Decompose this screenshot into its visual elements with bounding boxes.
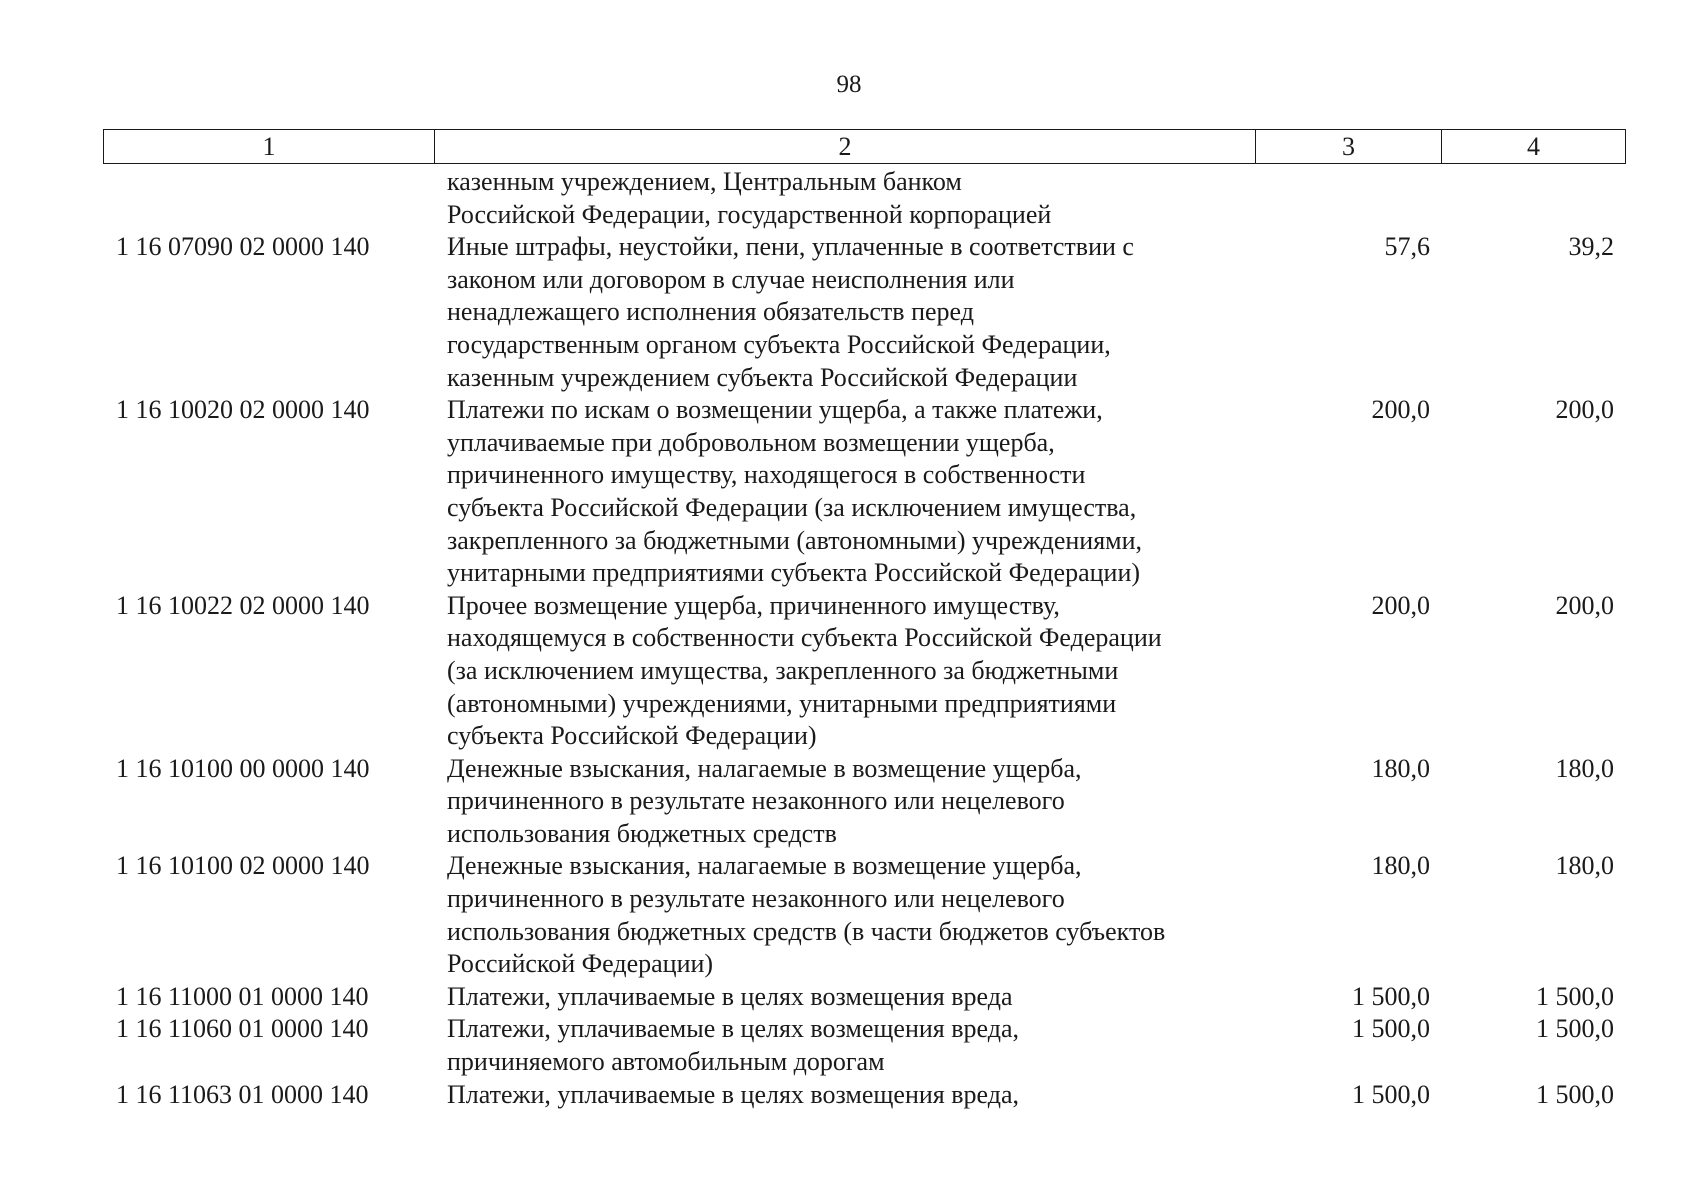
description-line: Прочее возмещение ущерба, причиненного имуществу, bbox=[447, 590, 1060, 620]
amount-col4-cell: 39,2 bbox=[1568, 232, 1614, 262]
description-cell bbox=[434, 166, 1255, 231]
description-line: Иные штрафы, неустойки, пени, уплаченные в соответствии с bbox=[447, 232, 1134, 262]
description-line: (за исключением имущества, закрепленного за бюджетными bbox=[447, 655, 1119, 685]
budget-code-cell bbox=[103, 166, 434, 231]
description-line: государственным органом субъекта Российской Федерации, bbox=[447, 329, 1111, 359]
description-line: причиненного в результате незаконного или нецелевого bbox=[447, 786, 1065, 816]
description-line: унитарными предприятиями субъекта Российской Федерации) bbox=[447, 558, 1141, 588]
amount-col4-cell: 1 500,0 bbox=[1536, 1079, 1614, 1109]
description-line: субъекта Российской Федерации) bbox=[447, 721, 817, 751]
amount-col4-cell: 180,0 bbox=[1555, 851, 1614, 881]
description-cell bbox=[434, 394, 1255, 590]
description-line: казенным учреждением субъекта Российской Федерации bbox=[447, 362, 1078, 392]
amount-col3-cell: 1 500,0 bbox=[1352, 1014, 1430, 1044]
budget-code-cell: 1 16 10020 02 0000 140 bbox=[116, 395, 370, 425]
column-header-row bbox=[104, 130, 1626, 164]
description-line: уплачиваемые при добровольном возмещении ущерба, bbox=[447, 427, 1055, 457]
description-line: ненадлежащего исполнения обязательств перед bbox=[447, 297, 974, 327]
description-cell bbox=[434, 981, 1255, 1014]
table-body bbox=[103, 166, 1625, 1111]
budget-code-cell: 1 16 07090 02 0000 140 bbox=[116, 232, 370, 262]
budget-code-cell: 1 16 10100 02 0000 140 bbox=[116, 851, 370, 881]
description-line: Российской Федерации) bbox=[447, 949, 714, 979]
table-row bbox=[103, 981, 1625, 1014]
column-header-1: 1 bbox=[104, 130, 435, 164]
amount-col4-cell bbox=[1441, 166, 1625, 231]
description-cell bbox=[434, 850, 1255, 980]
budget-code-cell: 1 16 11060 01 0000 140 bbox=[116, 1014, 369, 1044]
description-line: причиненного в результате незаконного или нецелевого bbox=[447, 884, 1065, 914]
amount-col3-cell: 180,0 bbox=[1371, 753, 1430, 783]
description-cell bbox=[434, 1079, 1255, 1112]
description-line: Платежи, уплачиваемые в целях возмещения вреда, bbox=[447, 1014, 1019, 1044]
description-cell bbox=[434, 753, 1255, 851]
budget-code-cell: 1 16 10100 00 0000 140 bbox=[116, 753, 370, 783]
description-line: Российской Федерации, государственной корпорацией bbox=[447, 199, 1052, 229]
table-row bbox=[103, 166, 1625, 231]
description-line: причиненного имуществу, находящегося в собственности bbox=[447, 460, 1086, 490]
description-line: Денежные взыскания, налагаемые в возмещение ущерба, bbox=[447, 753, 1082, 783]
description-line: Денежные взыскания, налагаемые в возмещение ущерба, bbox=[447, 851, 1082, 881]
description-cell bbox=[434, 1013, 1255, 1078]
description-line: использования бюджетных средств (в части бюджетов субъектов bbox=[447, 916, 1166, 946]
amount-col4-cell: 1 500,0 bbox=[1536, 1014, 1614, 1044]
page-number: 98 bbox=[836, 71, 862, 98]
description-cell bbox=[434, 590, 1255, 753]
amount-col4-cell: 200,0 bbox=[1555, 395, 1614, 425]
amount-col3-cell: 1 500,0 bbox=[1352, 981, 1430, 1011]
description-cell bbox=[434, 231, 1255, 394]
column-header-3: 3 bbox=[1256, 130, 1442, 164]
description-line: закрепленного за бюджетными (автономными) учреждениями, bbox=[447, 525, 1143, 555]
description-line: казенным учреждением, Центральным банком bbox=[447, 167, 962, 196]
description-line: Платежи, уплачиваемые в целях возмещения вреда bbox=[447, 981, 1013, 1011]
description-line: Платежи, уплачиваемые в целях возмещения вреда, bbox=[447, 1079, 1019, 1109]
description-line: использования бюджетных средств bbox=[447, 818, 837, 848]
description-line: (автономными) учреждениями, унитарными предприятиями bbox=[447, 688, 1117, 718]
budget-code-cell: 1 16 10022 02 0000 140 bbox=[116, 590, 370, 620]
table-row bbox=[103, 590, 1625, 753]
table-row bbox=[103, 1013, 1625, 1078]
amount-col4-cell: 1 500,0 bbox=[1536, 981, 1614, 1011]
table-row bbox=[103, 850, 1625, 980]
table-row bbox=[103, 394, 1625, 590]
column-header-4: 4 bbox=[1442, 130, 1626, 164]
budget-code-cell: 1 16 11063 01 0000 140 bbox=[116, 1079, 369, 1109]
description-line: причиняемого автомобильным дорогам bbox=[447, 1047, 885, 1077]
description-line: субъекта Российской Федерации (за исключением имущества, bbox=[447, 492, 1137, 522]
description-line: Платежи по искам о возмещении ущерба, а также платежи, bbox=[447, 395, 1103, 425]
amount-col3-cell: 180,0 bbox=[1371, 851, 1430, 881]
table-row bbox=[103, 231, 1625, 394]
amount-col4-cell: 180,0 bbox=[1555, 753, 1614, 783]
amount-col3-cell: 1 500,0 bbox=[1352, 1079, 1430, 1109]
column-header-2: 2 bbox=[435, 130, 1256, 164]
budget-code-cell: 1 16 11000 01 0000 140 bbox=[116, 981, 369, 1011]
column-header-table bbox=[103, 129, 1626, 164]
amount-col3-cell: 200,0 bbox=[1371, 395, 1430, 425]
amount-col3-cell: 200,0 bbox=[1371, 590, 1430, 620]
table-row bbox=[103, 1079, 1625, 1112]
amount-col3-cell: 57,6 bbox=[1384, 232, 1430, 262]
amount-col3-cell bbox=[1255, 166, 1441, 231]
table-row bbox=[103, 753, 1625, 851]
amount-col4-cell: 200,0 bbox=[1555, 590, 1614, 620]
description-line: законом или договором в случае неисполнения или bbox=[447, 264, 1015, 294]
description-line: находящемуся в собственности субъекта Российской Федерации bbox=[447, 623, 1162, 653]
